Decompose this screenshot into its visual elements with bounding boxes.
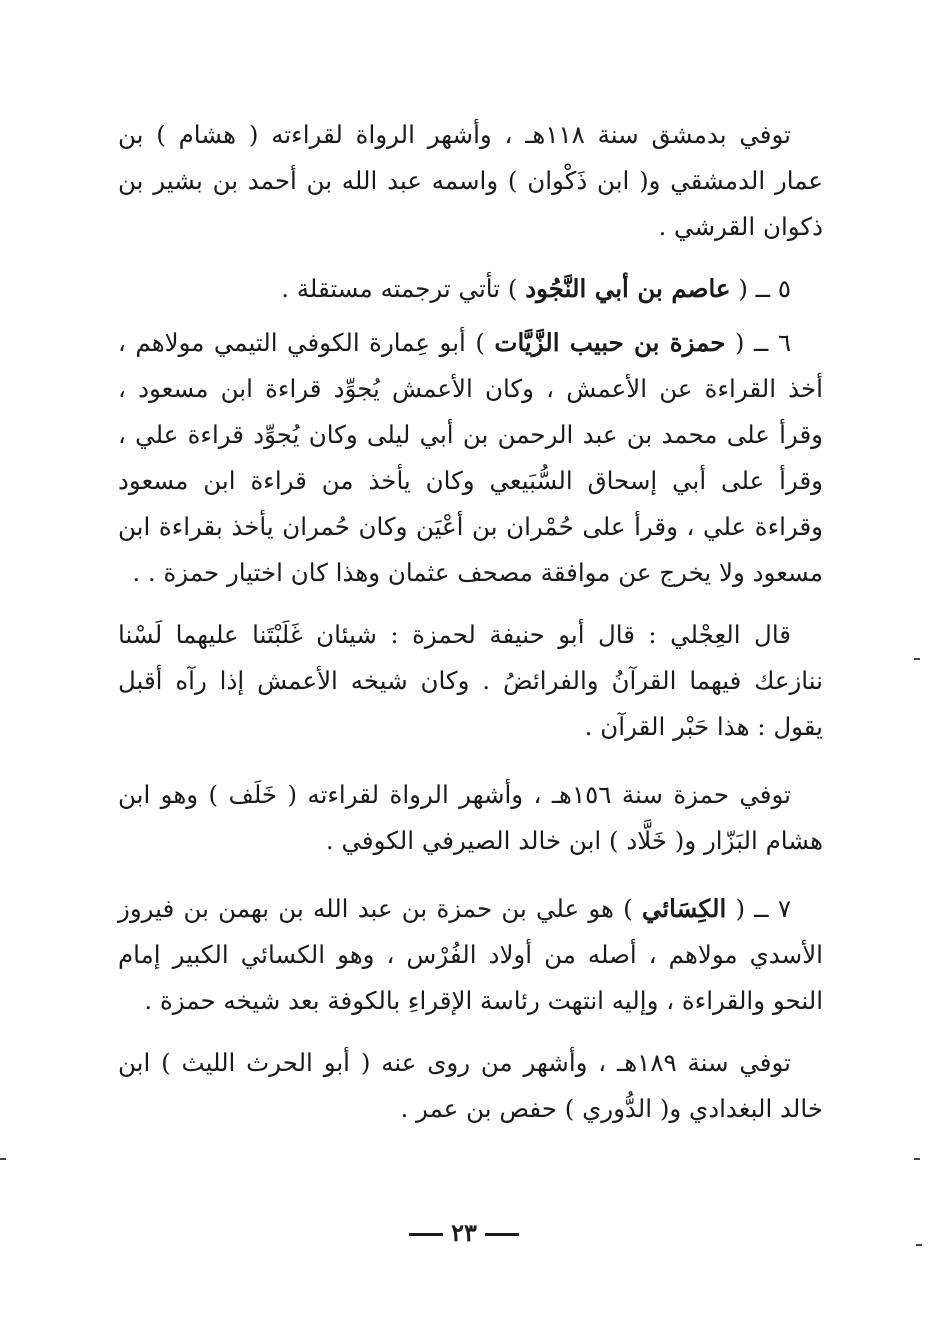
reader-name-kisai: الكِسَائي bbox=[641, 894, 727, 923]
paragraph-asim bbox=[118, 266, 823, 312]
reader-name-hamza: حمزة بن حبيب الزَّيَّات bbox=[494, 328, 726, 357]
item-prefix: ٧ ــ ( bbox=[726, 894, 791, 923]
paragraph-death-kisai bbox=[118, 1040, 823, 1132]
page-number bbox=[0, 1218, 928, 1247]
scan-edge-mark bbox=[0, 1158, 6, 1160]
scan-edge-mark bbox=[914, 658, 920, 660]
page-number-dash-left bbox=[485, 1233, 519, 1236]
paragraph-kisai bbox=[118, 886, 823, 1024]
paragraph-text: توفي سنة ١٨٩هـ ، وأشهر من روى عنه ( أبو الحرث الليث ) ابن خالد البغدادي و( الدُّوري ) حفص بن عمر . bbox=[118, 1048, 823, 1123]
page-number-dash-right bbox=[409, 1233, 443, 1236]
paragraph-text: توفي حمزة سنة ١٥٦هـ ، وأشهر الرواة لقراءته ( خَلَف ) وهو ابن هشام البَزّار و( خَلَّاد ) ابن خالد الصيرفي الكوفي . bbox=[118, 780, 823, 855]
paragraph-ijli-quote bbox=[118, 612, 823, 750]
page-body bbox=[118, 112, 823, 1132]
paragraph-death-hamza bbox=[118, 772, 823, 864]
paragraph-text: توفي بدمشق سنة ١١٨هـ ، وأشهر الرواة لقراءته ( هشام ) بن عمار الدمشقي و( ابن ذَكْوان ) واسمه عبد الله بن أحمد بن بشير بن ذكوان القرشي . bbox=[118, 120, 823, 241]
scan-edge-mark bbox=[914, 1158, 920, 1160]
paragraph-text: ) أبو عِمارة الكوفي التيمي مولاهم ، أخذ القراءة عن الأعمش ، وكان الأعمش يُجوِّد قراءة ابن مسعود ، وقرأ على محمد بن عبد الرحمن بن أبي ليلى وكان يُجوِّد قراءة علي ، وقرأ على أبي إسحاق السُّبَيعي وكان يأخذ من قراءة ابن مسعود وقراءة علي ، وقرأ على حُمْران بن أعْيَن وكان حُمران يأخذ بقراءة ابن مسعود ولا يخرج عن موافقة مصحف عثمان وهذا كان اختيار حمزة . . bbox=[118, 328, 823, 587]
page-number-text: ٢٣ bbox=[451, 1218, 477, 1247]
item-prefix: ٦ ــ ( bbox=[725, 328, 792, 357]
item-prefix: ٥ ــ ( bbox=[730, 274, 791, 303]
scan-edge-mark bbox=[916, 1244, 922, 1246]
paragraph-death-ibn-amir bbox=[118, 112, 823, 250]
paragraph-text: ) هو علي بن حمزة بن عبد الله بن بهمن بن فيروز الأسدي مولاهم ، أصله من أولاد الفُرْس ، وهو الكسائي الكبير إمام النحو والقراءة ، وإليه انتهت رئاسة الإقراءِ بالكوفة بعد شيخه حمزة . bbox=[118, 894, 823, 1015]
paragraph-hamza bbox=[118, 320, 823, 596]
paragraph-text: ) تأتي ترجمته مستقلة . bbox=[281, 274, 526, 303]
paragraph-text: قال العِجْلي : قال أبو حنيفة لحمزة : شيئان غَلَبْتَنا عليهما لَسْنا ننازعك فيهما القرآنُ والفرائضُ . وكان شيخه الأعمش إذا رآه أقبل يقول : هذا حَبْر القرآن . bbox=[118, 620, 823, 741]
reader-name-asim: عاصم بن أبي النَّجُود bbox=[525, 274, 731, 303]
